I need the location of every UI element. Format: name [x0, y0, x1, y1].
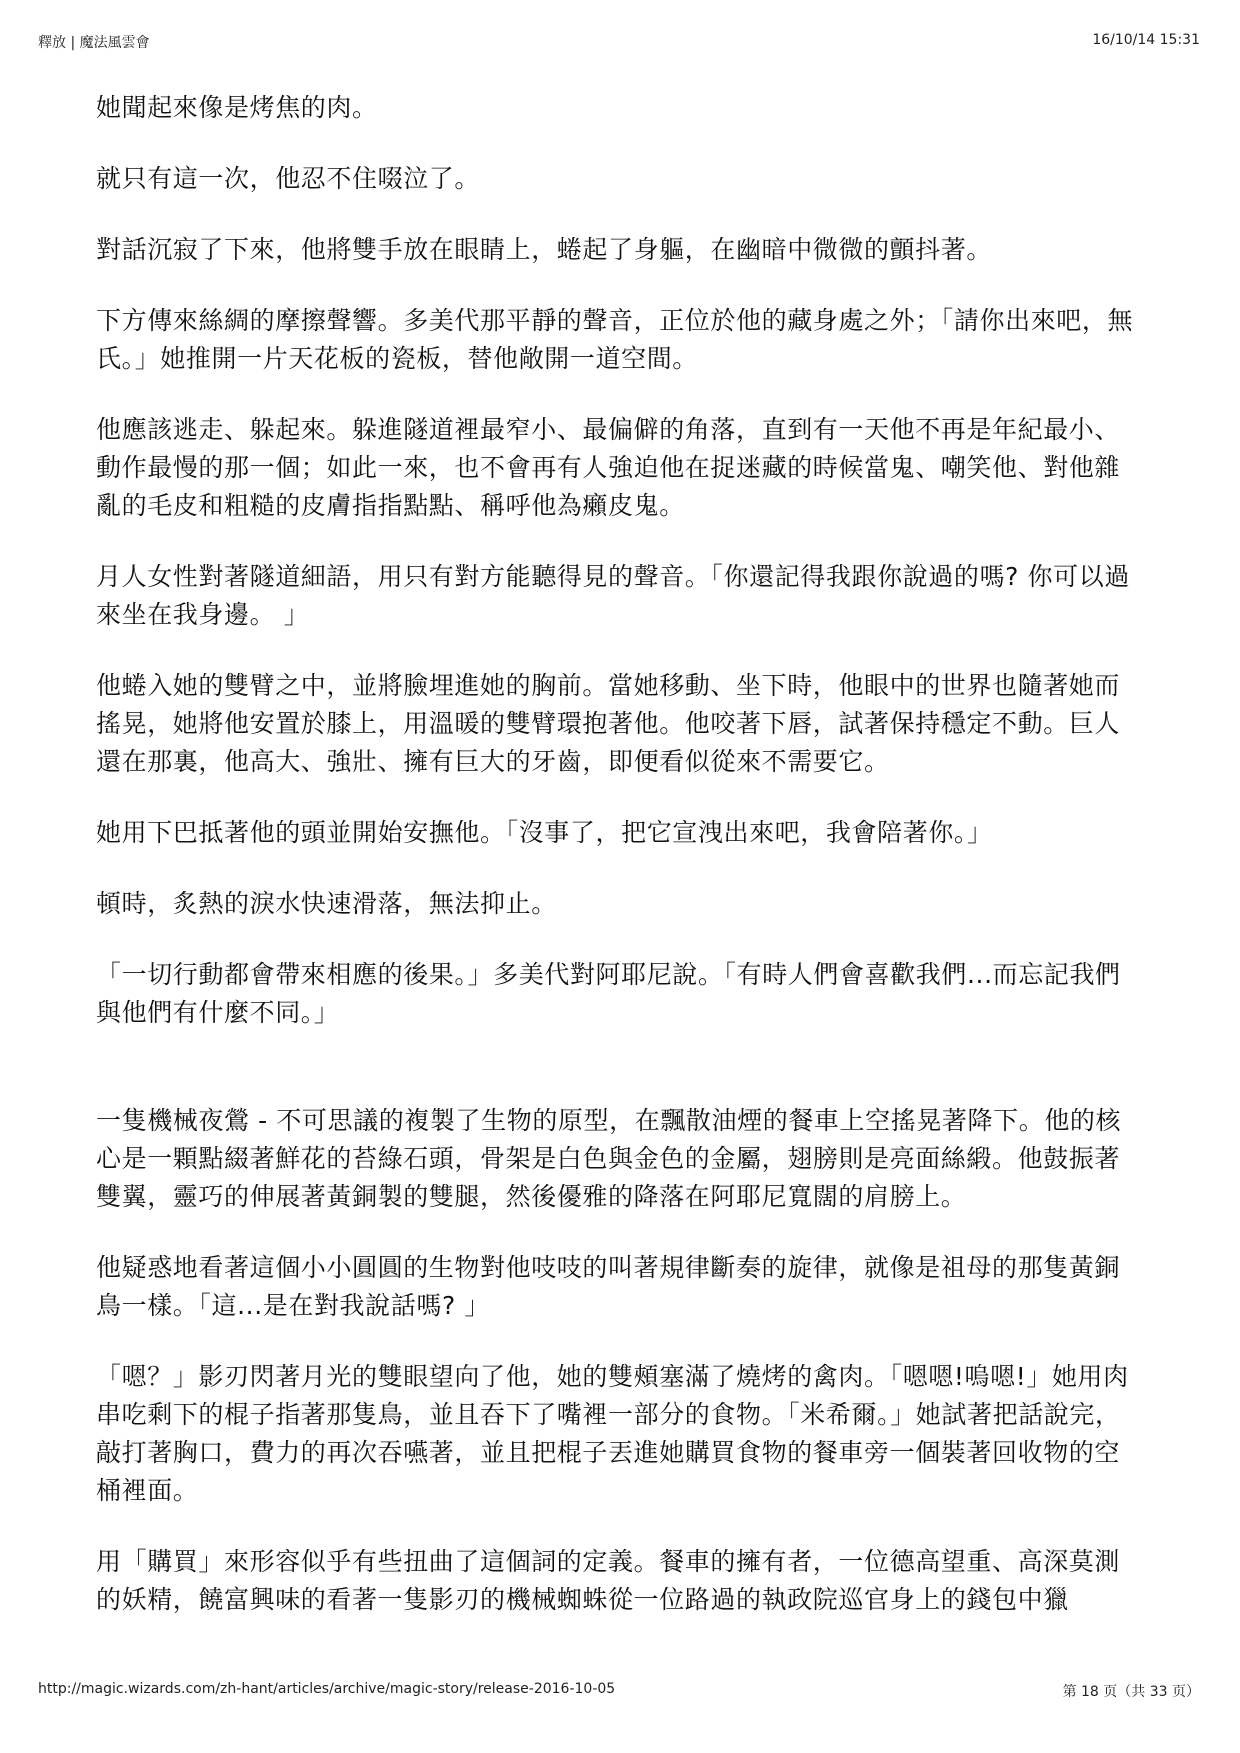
paragraph: 她聞起來像是烤焦的肉。 — [96, 93, 378, 122]
paragraph: 「一切行動都會帶來相應的後果。」多美代對阿耶尼說。「有時人們會喜歡我們...而忘記我們與他們有什麼不同。」 — [96, 960, 1121, 1027]
paragraph: 一隻機械夜鶯 - 不可思議的複製了生物的原型，在飄散油煙的餐車上空搖晃著降下。他的核心是一顆點綴著鮮花的苔綠石頭，骨架是白色與金色的金屬，翅膀則是亮面絲緞。他鼓振著雙翼，靈巧的伸展著黃銅製的雙腿，然後優雅的降落在阿耶尼寬闊的肩膀上。 — [96, 1106, 1122, 1211]
paragraph: 下方傳來絲綢的摩擦聲響。多美代那平靜的聲音，正位於他的藏身處之外；「請你出來吧，無氏。」她推開一片天花板的瓷板，替他敞開一道空間。 — [96, 306, 1134, 373]
paragraph: 「嗯？」影刃閃著月光的雙眼望向了他，她的雙頰塞滿了燒烤的禽肉。「嗯嗯!嗚嗯!」她用肉串吃剩下的棍子指著那隻鳥，並且吞下了嘴裡一部分的食物。「米希爾。」她試著把話說完，敲打著胸口，費力的再次吞嚥著，並且把棍子丟進她購買食物的餐車旁一個裝著回收物的空桶裡面。 — [96, 1362, 1129, 1505]
source-url: http://magic.wizards.com/zh-hant/articles/archive/magic-story/release-2016-10-05 — [38, 1681, 616, 1697]
page-header — [38, 32, 1200, 56]
paragraph: 對話沉寂了下來，他將雙手放在眼睛上，蜷起了身軀，在幽暗中微微的顫抖著。 — [96, 235, 993, 264]
paragraph: 用「購買」來形容似乎有些扭曲了這個詞的定義。餐車的擁有者，一位德高望重、高深莫測的妖精，饒富興味的看著一隻影刃的機械蜘蛛從一位路過的執政院巡官身上的錢包中獵 — [96, 1547, 1121, 1614]
paragraph: 她用下巴抵著他的頭並開始安撫他。「沒事了，把它宣洩出來吧，我會陪著你。」 — [96, 818, 993, 847]
paragraph: 他蜷入她的雙臂之中，並將臉埋進她的胸前。當她移動、坐下時，他眼中的世界也隨著她而搖晃，她將他安置於膝上，用溫暖的雙臂環抱著他。他咬著下唇，試著保持穩定不動。巨人還在那裏，他高大、強壯、擁有巨大的牙齒，即便看似從來不需要它。 — [96, 671, 1121, 776]
paragraph: 頓時，炙熱的淚水快速滑落，無法抑止。 — [96, 889, 557, 918]
paragraph: 他應該逃走、躲起來。躲進隧道裡最窄小、最偏僻的角落，直到有一天他不再是年紀最小、動作最慢的那一個；如此一來，也不會再有人強迫他在捉迷藏的時候當鬼、嘲笑他、對他雜亂的毛皮和粗糙的皮膚指指點點、稱呼他為癩皮鬼。 — [96, 415, 1121, 520]
print-timestamp: 16/10/14 15:31 — [1092, 32, 1200, 48]
paragraph: 月人女性對著隧道細語，用只有對方能聽得見的聲音。「你還記得我跟你說過的嗎? 你可以過來坐在我身邊。 」 — [96, 562, 1130, 629]
page-footer — [38, 1681, 1200, 1705]
page-number: 第 18 页（共 33 页） — [1062, 1684, 1200, 1700]
paragraph: 就只有這一次，他忍不住啜泣了。 — [96, 164, 481, 193]
paragraph: 他疑惑地看著這個小小圓圓的生物對他吱吱的叫著規律斷奏的旋律，就像是祖母的那隻黃銅鳥一樣。「這...是在對我說話嗎? 」 — [96, 1253, 1121, 1320]
page-title: 釋放 | 魔法風雲會 — [38, 35, 150, 51]
article-body — [96, 89, 1141, 1652]
